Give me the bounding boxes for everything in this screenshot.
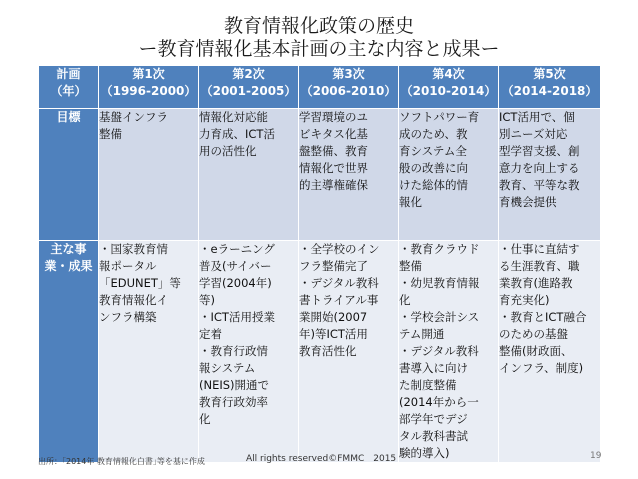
cell-line: のための基盤 <box>499 327 568 341</box>
slide-title: 教育情報化政策の歴史 <box>223 15 414 37</box>
header-plan-4: 第4次 （2010-2014） <box>399 66 499 109</box>
cell-line: 業教育(進路教 <box>499 276 573 290</box>
cell-line: ICT活用で、個 <box>499 110 575 124</box>
cell-line: 意力を向上する <box>499 161 580 175</box>
cell-line: けた総体的情 <box>399 178 468 192</box>
cell-line: フラ整備完了 <box>299 259 368 273</box>
cell-line: ・幼児教育情報 <box>399 276 480 290</box>
cell-line: 基盤インフラ <box>99 110 168 124</box>
cell-line: 書導入に向け <box>399 361 468 375</box>
cell-line: ・ICT活用授業 <box>199 310 275 324</box>
row-label-goals: 目標 <box>39 109 99 241</box>
cell-line: ・仕事に直結す <box>499 242 580 256</box>
cell-line: タル教科書試 <box>399 429 468 443</box>
result-cell <box>499 241 601 463</box>
cell-line: ・eラーニング <box>199 242 275 256</box>
header-plan-1: 第1次 （1996-2000） <box>99 66 199 109</box>
header-plan-3: 第3次 （2006-2010） <box>299 66 399 109</box>
cell-line: 報化 <box>399 195 422 209</box>
cell-line: 情報化で世界 <box>299 161 368 175</box>
cell-line: 書トライアル事 <box>299 293 379 307</box>
cell-line: 学習環境のユ <box>299 110 368 124</box>
cell-line: ・教育行政情 <box>199 344 268 358</box>
cell-line: 報ポータル <box>99 259 157 273</box>
cell-line: 業開始(2007 <box>299 310 368 324</box>
cell-line: 学習(2004年) <box>199 276 272 290</box>
cell-line: 育機会提供 <box>499 195 557 209</box>
result-cell <box>399 241 499 463</box>
goal-cell <box>199 109 299 241</box>
result-cell <box>99 241 199 463</box>
cell-line: テム開通 <box>399 327 445 341</box>
table-row-goals <box>39 109 601 241</box>
cell-line: 化 <box>399 293 411 307</box>
cell-line: た制度整備 <box>399 378 457 392</box>
cell-line: 型学習支援、創 <box>499 144 580 158</box>
copyright-notice: All rights reserved©FMMC 2015 <box>246 454 397 464</box>
row-label-results: 主な事 業・成果 <box>39 241 99 463</box>
header-plan-5: 第5次 （2014-2018） <box>499 66 601 109</box>
cell-line: (NEIS)開通で <box>199 378 270 392</box>
table-row-results <box>39 241 601 463</box>
cell-line: ・国家教育情 <box>99 242 168 256</box>
cell-line: 教育行政効率 <box>199 395 268 409</box>
cell-line: 力育成、ICT活 <box>199 127 275 141</box>
cell-line: 普及(サイバー <box>199 259 272 273</box>
page-number: 19 <box>590 451 602 461</box>
goal-cell <box>399 109 499 241</box>
cell-line: (2014年から一 <box>399 395 479 409</box>
cell-line: 育システム全 <box>399 144 467 158</box>
table-header-row <box>39 66 601 109</box>
cell-line: 験的導入) <box>399 446 450 460</box>
result-cell <box>199 241 299 463</box>
cell-line: ・教育とICT融合 <box>499 310 587 324</box>
cell-line: 定着 <box>199 327 222 341</box>
cell-line: 教育、平等な教 <box>499 178 580 192</box>
cell-line: 盤整備、教育 <box>299 144 368 158</box>
cell-line: 成のため、教 <box>399 127 468 141</box>
cell-line: 整備 <box>99 127 122 141</box>
cell-line: ・デジタル教科 <box>399 344 479 358</box>
result-cell <box>299 241 399 463</box>
cell-line: 年)等ICT活用 <box>299 327 368 341</box>
cell-line: 別ニーズ対応 <box>499 127 568 141</box>
cell-line: 用の活性化 <box>199 144 257 158</box>
cell-line: ンフラ構築 <box>99 310 157 324</box>
cell-line: 情報化対応能 <box>199 110 268 124</box>
cell-line: 化 <box>199 412 211 426</box>
cell-line: ソフトパワー育 <box>399 110 480 124</box>
cell-line: ・全学校のイン <box>299 242 380 256</box>
cell-line: 般の改善に向 <box>399 161 468 175</box>
source-note: 出所：｢2014年 教育情報化白書｣等を基に作成 <box>38 457 205 466</box>
cell-line: 整備 <box>399 259 422 273</box>
cell-line: る生涯教育、職 <box>499 259 580 273</box>
goal-cell <box>99 109 199 241</box>
cell-line: 部学年でデジ <box>399 412 468 426</box>
cell-line: 教育情報化イ <box>99 293 168 307</box>
cell-line: インフラ、制度) <box>499 361 584 375</box>
cell-line: ・デジタル教科 <box>299 276 379 290</box>
slide-subtitle: ー教育情報化基本計画の主な内容と成果ー <box>138 38 500 60</box>
cell-line: ・学校会計シス <box>399 310 480 324</box>
cell-line: 教育活性化 <box>299 344 357 358</box>
cell-line: 的主導権確保 <box>299 178 368 192</box>
policy-history-table <box>38 65 601 463</box>
cell-line: 整備(財政面、 <box>499 344 573 358</box>
cell-line: 「EDUNET」等 <box>99 276 181 290</box>
header-plan-2: 第2次 （2001-2005） <box>199 66 299 109</box>
cell-line: ・教育クラウド <box>399 242 480 256</box>
goal-cell <box>499 109 601 241</box>
cell-line: 等) <box>199 293 215 307</box>
cell-line: 報システム <box>199 361 256 375</box>
header-plan-year: 計画 （年） <box>39 66 99 109</box>
cell-line: 育充実化) <box>499 293 550 307</box>
cell-line: ビキタス化基 <box>299 127 368 141</box>
goal-cell <box>299 109 399 241</box>
